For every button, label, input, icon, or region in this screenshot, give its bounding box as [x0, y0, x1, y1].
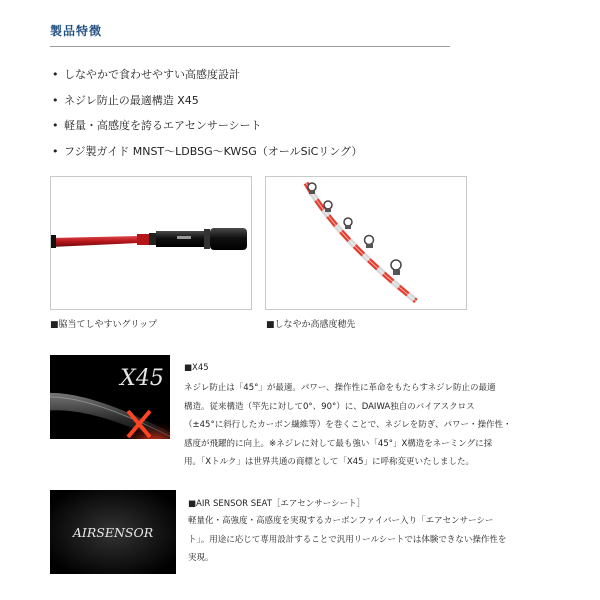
x45-line: （±45°に斜行したカーボン繊維等）を巻くことで、ネジレを防ぎ、パワー・操作性・ — [184, 420, 512, 430]
x45-description — [184, 379, 511, 472]
list-item-text: 軽量・高感度を誇るエアセンサーシート — [64, 119, 262, 133]
bullet-icon: • — [52, 68, 59, 81]
airsensor-line: 軽量化・高強度・高感度を実現するカーボンファイバー入り「エアセンサーシー — [188, 516, 494, 526]
rod-grip-image — [51, 177, 251, 309]
title-divider — [50, 46, 450, 47]
list-item-text: フジ製ガイド MNST～LDBSG～KWSG（オールSiCリング） — [64, 144, 363, 158]
airsensor-logo-text: AIRSENSOR — [72, 525, 154, 540]
x45-line: 構造。従来構造（竿先に対して0°、90°）に、DAIWA独自のバイアスクロス — [184, 401, 475, 412]
x45-line: ネジレ防止は「45°」が最適。パワー、操作性に革命をもたらすネジレ防止の最適 — [184, 383, 496, 393]
x45-line: 感度が飛躍的に向上。※ネジレに対して最も強い「45°」X構造をネーミングに採 — [184, 438, 493, 449]
airsensor-line: 実現。 — [188, 553, 214, 563]
bullet-icon: • — [52, 93, 59, 107]
grip-photo — [50, 176, 252, 310]
x45-logo-image — [50, 355, 170, 439]
feature-list — [52, 62, 362, 164]
tip-photo — [265, 176, 467, 310]
list-item — [52, 88, 362, 114]
list-item-text: ネジレ防止の最適構造 X45 — [64, 93, 199, 107]
x45-logo-text: X45 — [120, 366, 164, 391]
bullet-icon: • — [52, 119, 59, 133]
list-item — [52, 139, 362, 165]
bullet-icon: • — [52, 144, 59, 158]
airsensor-logo-icon — [50, 490, 176, 574]
airsensor-logo-image — [50, 490, 176, 574]
list-item — [52, 113, 362, 139]
section-title: 製品特徴 — [50, 24, 103, 38]
airsensor-line: ト」。用途に応じて専用設計することで汎用リールシートでは体験できない操作性を — [188, 534, 507, 545]
grip-caption: ■脇当てしやすいグリップ — [50, 320, 158, 330]
x45-heading: ■X45 — [184, 363, 209, 373]
list-item-text: しなやかで食わせやすい高感度設計 — [64, 68, 240, 81]
airsensor-heading: ■AIR SENSOR SEAT［エアセンサーシート］ — [188, 499, 366, 509]
x45-logo-icon — [50, 355, 170, 439]
tip-caption: ■しなやか高感度穂先 — [266, 320, 356, 330]
list-item — [52, 62, 362, 88]
rod-tip-image — [266, 177, 466, 309]
airsensor-description — [188, 512, 506, 568]
x45-line: 用。「Xトルク」は世界共通の商標として「X45」に呼称変更いたしました。 — [184, 457, 475, 467]
